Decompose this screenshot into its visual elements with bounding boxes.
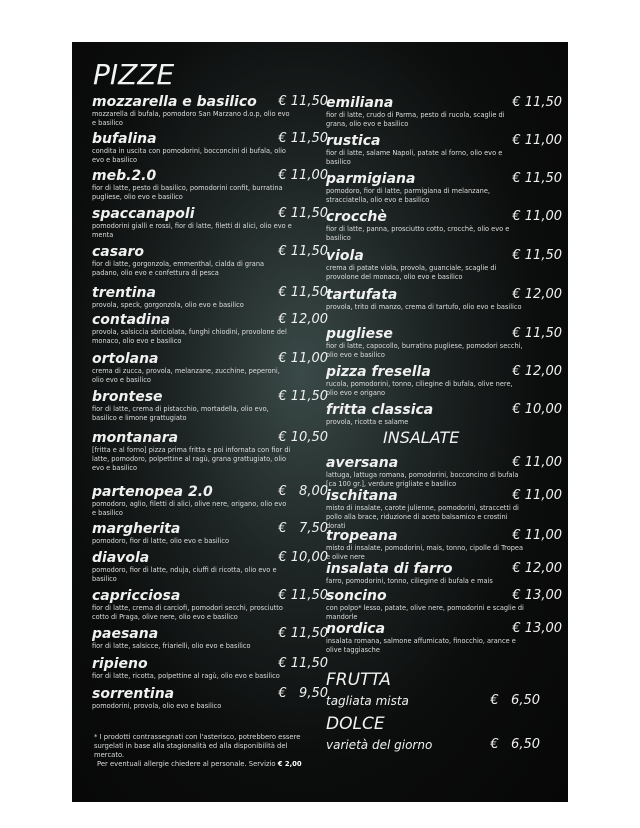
item-description: fior di latte, salsicce, friarielli, olio evo e basilico: [92, 642, 251, 650]
menu-item: [326, 326, 562, 360]
section-title-pizze: PIZZE: [93, 58, 175, 91]
item-description: lattuga, lattuga romana, pomodorini, bocconcino di bufala [ca 100 gr.], verdure grigliate e basilico: [326, 471, 519, 488]
item-price: € 9,50: [278, 686, 328, 701]
menu-item: [92, 351, 328, 385]
item-name: emiliana: [326, 95, 394, 111]
menu-item: [326, 737, 540, 753]
item-name: parmigiana: [326, 171, 416, 187]
item-name: pizza fresella: [326, 364, 431, 380]
item-price: € 11,00: [512, 133, 562, 148]
menu-item: [92, 389, 328, 423]
item-price: € 12,00: [278, 312, 328, 327]
item-description: misto di insalate, pomodorini, mais, tonno, cipolle di Tropea e olive nere: [326, 544, 524, 561]
menu-item: [326, 693, 540, 709]
item-price: € 11,50: [278, 131, 328, 146]
menu-item: [326, 455, 562, 489]
item-description: fior di latte, crudo di Parma, pesto di rucola, scaglie di grana, olio evo e basilico: [326, 111, 505, 128]
item-name: aversana: [326, 455, 399, 471]
item-name: casaro: [92, 244, 145, 260]
item-price: € 11,00: [512, 209, 562, 224]
item-name: viola: [326, 248, 364, 264]
item-name: spaccanapoli: [92, 206, 195, 222]
menu-item: [92, 484, 328, 518]
item-price: € 10,00: [512, 402, 562, 417]
item-description: fior di latte, gorgonzola, emmenthal, cialda di grana padano, olio evo e confettura di pesca: [92, 260, 265, 277]
menu-item: [326, 287, 562, 312]
section-title-insalate: INSALATE: [383, 428, 460, 447]
item-name: brontese: [92, 389, 163, 405]
item-description: provola, salsiccia sbriciolata, funghi chiodini, provolone del monaco, olio evo e basilico: [92, 328, 287, 345]
item-description: provola, speck, gorgonzola, olio evo e basilico: [92, 301, 244, 309]
menu-item: [92, 430, 328, 473]
item-description: crema di zucca, provola, melanzane, zucchine, peperoni, olio evo e basilico: [92, 367, 280, 384]
item-price: € 13,00: [512, 588, 562, 603]
item-description: provola, ricotta e salame: [326, 418, 409, 426]
item-description: pomodoro, fior di latte, olio evo e basilico: [92, 537, 229, 545]
menu-item: [326, 561, 562, 586]
item-name: crocchè: [326, 209, 387, 225]
item-description: [fritta e al forno] pizza prima fritta e poi infornata con fior di latte, pomodoro, polpettine al ragù, grana grattugiato, olio evo e basilico: [92, 446, 291, 472]
footnote-surgelati: * I prodotti contrassegnati con l'asterisco, potrebbero essere surgelati in base alla stagionalità ed alla disponibilità del mercato.: [94, 733, 301, 759]
section-title-frutta: FRUTTA: [326, 670, 391, 690]
item-price: € 11,50: [512, 95, 562, 110]
item-name: contadina: [92, 312, 171, 328]
item-description: fior di latte, capocollo, burratina pugliese, pomodori secchi, olio evo e basilico: [326, 342, 523, 359]
item-price: € 12,00: [512, 364, 562, 379]
item-name: ortolana: [92, 351, 159, 367]
item-name: margherita: [92, 521, 181, 537]
item-price: € 11,00: [512, 528, 562, 543]
item-price: € 11,50: [278, 389, 328, 404]
menu-item: [326, 488, 562, 531]
item-price: € 11,00: [512, 488, 562, 503]
menu-item: [92, 244, 328, 278]
item-description: fior di latte, ricotta, polpettine al ragù, olio evo e basilico: [92, 672, 280, 680]
menu-item: [92, 285, 328, 310]
menu-item: [92, 521, 328, 546]
item-name: insalata di farro: [326, 561, 453, 577]
menu-item: [326, 248, 562, 282]
menu-item: [326, 588, 562, 622]
item-price: € 11,50: [512, 326, 562, 341]
item-description: fior di latte, salame Napoli, patate al forno, olio evo e basilico: [326, 149, 503, 166]
item-name: pugliese: [326, 326, 393, 342]
item-name: partenopea 2.0: [92, 484, 213, 500]
item-price: € 7,50: [278, 521, 328, 536]
item-price: € 11,50: [278, 94, 328, 109]
menu-item: [92, 686, 328, 711]
item-description: pomodorini, provola, olio evo e basilico: [92, 702, 222, 710]
item-price: € 11,50: [278, 656, 328, 671]
item-price: € 12,00: [512, 287, 562, 302]
menu-item: [326, 209, 562, 243]
item-name: ischitana: [326, 488, 398, 504]
item-description: pomodoro, fior di latte, parmigiana di melanzane, stracciatella, olio evo e basilico: [326, 187, 491, 204]
item-description: mozzarella di bufala, pomodoro San Marzano d.o.p, olio evo e basilico: [92, 110, 290, 127]
item-description: fior di latte, crema di pistacchio, mortadella, olio evo, basilico e limone grattugiato: [92, 405, 269, 422]
menu-item: [92, 168, 328, 202]
item-price: € 11,00: [278, 351, 328, 366]
menu-item: [326, 621, 562, 655]
item-name: bufalina: [92, 131, 157, 147]
item-description: insalata romana, salmone affumicato, finocchio, arance e olive taggiasche: [326, 637, 516, 654]
item-name: soncino: [326, 588, 387, 604]
item-description: fior di latte, crema di carciofi, pomodori secchi, prosciutto cotto di Praga, olive nere, olio evo e basilico: [92, 604, 283, 621]
item-description: crema di patate viola, provola, guanciale, scaglie di provolone del monaco, olio evo e basilico: [326, 264, 497, 281]
menu-item: [92, 94, 328, 128]
menu-item: [326, 133, 562, 167]
item-name: meb.2.0: [92, 168, 157, 184]
item-price: € 11,50: [512, 171, 562, 186]
item-name: paesana: [92, 626, 159, 642]
item-description: condita in uscita con pomodorini, bocconcini di bufala, olio evo e basilico: [92, 147, 286, 164]
item-name: rustica: [326, 133, 381, 149]
item-name: tartufata: [326, 287, 398, 303]
item-name: nordica: [326, 621, 386, 637]
menu-item: [92, 206, 328, 240]
menu-item: [326, 528, 562, 562]
menu-item: [326, 402, 562, 427]
item-description: rucola, pomodorini, tonno, ciliegine di bufala, olive nere, olio evo e origano: [326, 380, 513, 397]
item-price: € 13,00: [512, 621, 562, 636]
menu-item: [326, 95, 562, 129]
item-name: tropeana: [326, 528, 398, 544]
item-description: fior di latte, panna, prosciutto cotto, crocchè, olio evo e basilico: [326, 225, 510, 242]
item-price: € 11,50: [278, 626, 328, 641]
item-description: pomodoro, fior di latte, nduja, ciuffi di ricotta, olio evo e basilico: [92, 566, 277, 583]
item-price: € 11,00: [278, 168, 328, 183]
menu-item: [92, 550, 328, 584]
item-description: con polpo* lesso, patate, olive nere, pomodorini e scaglie di mandorle: [326, 604, 524, 621]
item-name: montanara: [92, 430, 179, 446]
item-price: € 6,50: [490, 737, 540, 752]
menu-item: [326, 364, 562, 398]
footnote-allergie: Per eventuali allergie chiedere al personale. Servizio: [97, 760, 276, 768]
item-name: sorrentina: [92, 686, 175, 702]
item-description: misto di insalate, carote julienne, pomodorini, straccetti di pollo alla brace, riduzione di aceto balsamico e crostini dorati: [326, 504, 519, 530]
item-description: fior di latte, pesto di basilico, pomodorini confit, burratina pugliese, olio evo e basilico: [92, 184, 283, 201]
item-name: mozzarella e basilico: [92, 94, 257, 110]
item-name: fritta classica: [326, 402, 434, 418]
item-description: pomodorini gialli e rossi, fior di latte, filetti di alici, olio evo e menta: [92, 222, 292, 239]
menu-item: [92, 656, 328, 681]
item-price: € 10,50: [278, 430, 328, 445]
item-price: € 11,00: [512, 455, 562, 470]
footnote: [94, 733, 309, 769]
item-price: € 11,50: [512, 248, 562, 263]
item-name: tagliata mista: [326, 694, 409, 708]
item-name: varietà del giorno: [326, 738, 433, 752]
item-price: € 8,00: [278, 484, 328, 499]
menu-item: [92, 131, 328, 165]
item-price: € 11,50: [278, 244, 328, 259]
item-description: farro, pomodorini, tonno, ciliegine di bufala e mais: [326, 577, 493, 585]
item-price: € 11,50: [278, 285, 328, 300]
section-title-dolce: DOLCE: [326, 714, 385, 734]
menu-item: [92, 626, 328, 651]
menu-item: [326, 171, 562, 205]
item-description: provola, trito di manzo, crema di tartufo, olio evo e basilico: [326, 303, 522, 311]
item-price: € 11,50: [278, 588, 328, 603]
item-price: € 11,50: [278, 206, 328, 221]
item-name: diavola: [92, 550, 150, 566]
item-name: ripieno: [92, 656, 148, 672]
item-price: € 12,00: [512, 561, 562, 576]
menu-item: [92, 588, 328, 622]
menu-item: [92, 312, 328, 346]
item-price: € 6,50: [490, 693, 540, 708]
service-charge: € 2,00: [277, 760, 302, 768]
item-name: trentina: [92, 285, 156, 301]
item-name: capricciosa: [92, 588, 181, 604]
item-price: € 10,00: [278, 550, 328, 565]
item-description: pomodoro, aglio, filetti di alici, olive nere, origano, olio evo e basilico: [92, 500, 287, 517]
